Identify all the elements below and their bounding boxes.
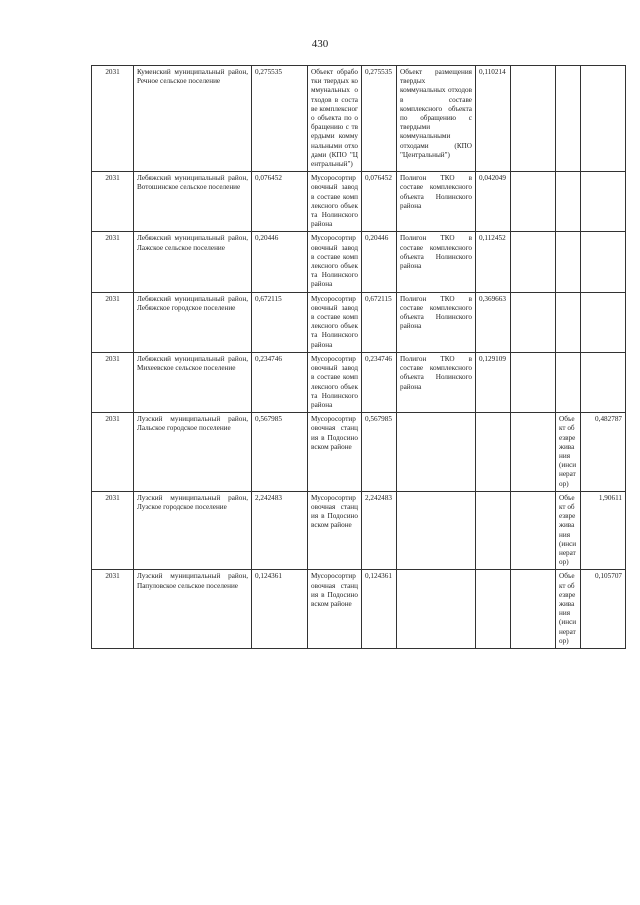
table-row <box>92 491 626 570</box>
municipality-cell: Лебяжский муниципальный район, Михеевское сельское поселение <box>134 352 252 412</box>
neutralization-object-cell <box>556 292 581 352</box>
disposal-amount-cell <box>476 491 511 570</box>
processing-amount-cell: 2,242483 <box>362 491 397 570</box>
empty-cell <box>511 413 556 492</box>
neutralization-amount-cell: 0,105707 <box>581 570 626 649</box>
year-cell: 2031 <box>92 491 134 570</box>
table-row <box>92 570 626 649</box>
year-cell: 2031 <box>92 232 134 292</box>
neutralization-object-cell <box>556 232 581 292</box>
processing-amount-cell: 0,275535 <box>362 66 397 172</box>
disposal-amount-cell: 0,042049 <box>476 172 511 232</box>
processing-object-cell: Мусоросортировочная станция в Подосиновском районе <box>308 413 362 492</box>
processing-object-cell: Мусоросортировочный завод в составе комплексного объекта Нолинского района <box>308 292 362 352</box>
neutralization-object-cell: Объект обезвреживания (инсинератор) <box>556 570 581 649</box>
year-cell: 2031 <box>92 292 134 352</box>
disposal-amount-cell: 0,129109 <box>476 352 511 412</box>
municipality-cell: Лебяжский муниципальный район, Вотошинское сельское поселение <box>134 172 252 232</box>
processing-amount-cell: 0,234746 <box>362 352 397 412</box>
empty-cell <box>511 292 556 352</box>
year-cell: 2031 <box>92 172 134 232</box>
disposal-object-cell: Полигон ТКО в составе комплексного объекта Нолинского района <box>397 292 476 352</box>
neutralization-object-cell <box>556 352 581 412</box>
amount-cell: 0,20446 <box>252 232 308 292</box>
table-row <box>92 232 626 292</box>
amount-cell: 0,275535 <box>252 66 308 172</box>
neutralization-amount-cell <box>581 172 626 232</box>
neutralization-amount-cell: 1,90611 <box>581 491 626 570</box>
amount-cell: 2,242483 <box>252 491 308 570</box>
year-cell: 2031 <box>92 570 134 649</box>
year-cell: 2031 <box>92 352 134 412</box>
processing-object-cell: Мусоросортировочный завод в составе комплексного объекта Нолинского района <box>308 172 362 232</box>
neutralization-object-cell <box>556 172 581 232</box>
table-row <box>92 172 626 232</box>
table-row <box>92 292 626 352</box>
disposal-object-cell: Полигон ТКО в составе комплексного объекта Нолинского района <box>397 172 476 232</box>
neutralization-amount-cell <box>581 292 626 352</box>
page-number: 430 <box>311 38 329 50</box>
municipality-cell: Лузский муниципальный район, Лузское городское поселение <box>134 491 252 570</box>
neutralization-amount-cell <box>581 352 626 412</box>
processing-object-cell: Мусоросортировочная станция в Подосиновском районе <box>308 570 362 649</box>
amount-cell: 0,672115 <box>252 292 308 352</box>
processing-amount-cell: 0,076452 <box>362 172 397 232</box>
neutralization-object-cell: Объект обезвреживания (инсинератор) <box>556 413 581 492</box>
table-body <box>92 66 626 649</box>
disposal-amount-cell <box>476 570 511 649</box>
disposal-object-cell: Полигон ТКО в составе комплексного объекта Нолинского района <box>397 232 476 292</box>
processing-object-cell: Мусоросортировочный завод в составе комплексного объекта Нолинского района <box>308 232 362 292</box>
amount-cell: 0,076452 <box>252 172 308 232</box>
empty-cell <box>511 491 556 570</box>
disposal-object-cell: Объект размещения твердых коммунальных отходов в составе комплексного объекта по обращению с твердыми коммунальными отходами (КПО "Центральный") <box>397 66 476 172</box>
empty-cell <box>511 66 556 172</box>
processing-object-cell: Мусоросортировочная станция в Подосиновском районе <box>308 491 362 570</box>
municipality-cell: Куменский муниципальный район, Речное сельское поселение <box>134 66 252 172</box>
empty-cell <box>511 172 556 232</box>
neutralization-amount-cell: 0,482787 <box>581 413 626 492</box>
processing-amount-cell: 0,672115 <box>362 292 397 352</box>
amount-cell: 0,234746 <box>252 352 308 412</box>
disposal-object-cell <box>397 570 476 649</box>
empty-cell <box>511 232 556 292</box>
municipality-cell: Лебяжский муниципальный район, Лажское сельское поселение <box>134 232 252 292</box>
processing-amount-cell: 0,124361 <box>362 570 397 649</box>
amount-cell: 0,124361 <box>252 570 308 649</box>
municipality-cell: Лебяжский муниципальный район, Лебяжское городское поселение <box>134 292 252 352</box>
disposal-object-cell <box>397 413 476 492</box>
disposal-object-cell: Полигон ТКО в составе комплексного объекта Нолинского района <box>397 352 476 412</box>
processing-amount-cell: 0,567985 <box>362 413 397 492</box>
disposal-amount-cell: 0,112452 <box>476 232 511 292</box>
amount-cell: 0,567985 <box>252 413 308 492</box>
table-row <box>92 66 626 172</box>
neutralization-object-cell <box>556 66 581 172</box>
disposal-amount-cell <box>476 413 511 492</box>
year-cell: 2031 <box>92 413 134 492</box>
processing-object-cell: Объект обработки твердых коммунальных отходов в составе комплексного объекта по обращению с твердыми коммунальными отходами (КПО "Центральный") <box>308 66 362 172</box>
processing-object-cell: Мусоросортировочный завод в составе комплексного объекта Нолинского района <box>308 352 362 412</box>
table-row <box>92 352 626 412</box>
empty-cell <box>511 352 556 412</box>
municipality-cell: Лузский муниципальный район, Папуловское сельское поселение <box>134 570 252 649</box>
municipality-cell: Лузский муниципальный район, Лальское городское поселение <box>134 413 252 492</box>
neutralization-amount-cell <box>581 66 626 172</box>
processing-amount-cell: 0,20446 <box>362 232 397 292</box>
waste-flow-table <box>91 65 626 649</box>
neutralization-amount-cell <box>581 232 626 292</box>
year-cell: 2031 <box>92 66 134 172</box>
table-row <box>92 413 626 492</box>
empty-cell <box>511 570 556 649</box>
neutralization-object-cell: Объект обезвреживания (инсинератор) <box>556 491 581 570</box>
disposal-amount-cell: 0,369663 <box>476 292 511 352</box>
disposal-object-cell <box>397 491 476 570</box>
disposal-amount-cell: 0,110214 <box>476 66 511 172</box>
